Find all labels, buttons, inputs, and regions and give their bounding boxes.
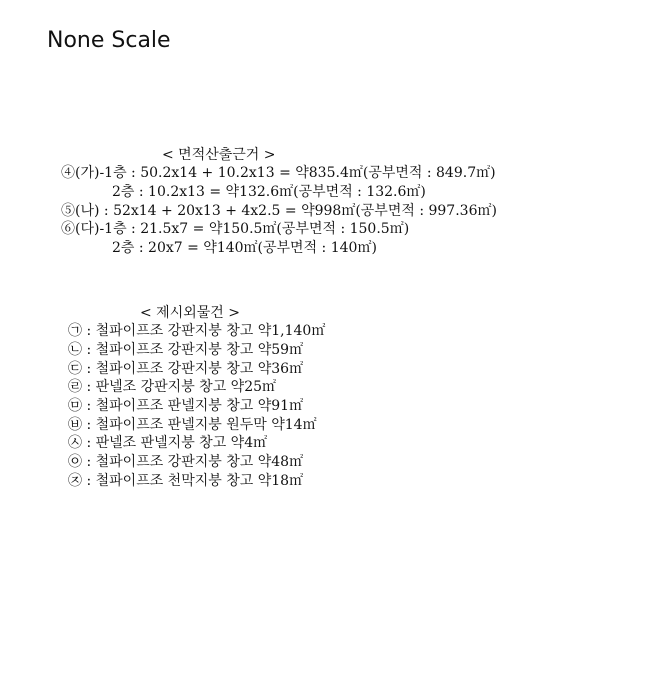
page-title: None Scale xyxy=(47,28,171,53)
area-calc-line: ④(가)-1층 : 50.2x14 + 10.2x13 = 약835.4㎡(공부면적 : 849.7㎡) xyxy=(61,165,496,181)
area-calc-line: 2층 : 10.2x13 = 약132.6㎡(공부면적 : 132.6㎡) xyxy=(112,184,426,200)
area-calc-heading: < 면적산출근거 > xyxy=(162,147,276,163)
area-calc-line: ⑥(다)-1층 : 21.5x7 = 약150.5㎡(공부면적 : 150.5㎡) xyxy=(61,221,410,237)
excluded-item: ㉣ : 판넬조 강판지붕 창고 약25㎡ xyxy=(68,379,277,395)
excluded-item: ㉨ : 철파이프조 천막지붕 창고 약18㎡ xyxy=(68,473,304,489)
area-calc-line: ⑤(나) : 52x14 + 20x13 + 4x2.5 = 약998㎡(공부면적 : 997.36㎡) xyxy=(61,203,497,219)
excluded-item: ㉧ : 철파이프조 강판지붕 창고 약48㎡ xyxy=(68,454,304,470)
excluded-item: ㉡ : 철파이프조 강판지붕 창고 약59㎡ xyxy=(68,342,304,358)
excluded-item: ㉤ : 철파이프조 판넬지붕 창고 약91㎡ xyxy=(68,398,304,414)
excluded-item: ㉢ : 철파이프조 강판지붕 창고 약36㎡ xyxy=(68,361,304,377)
excluded-item: ㉥ : 철파이프조 판넬지붕 원두막 약14㎡ xyxy=(68,417,317,433)
excluded-item: ㉦ : 판넬조 판넬지붕 창고 약4㎡ xyxy=(68,435,268,451)
area-calc-line: 2층 : 20x7 = 약140㎡(공부면적 : 140㎡) xyxy=(112,240,377,256)
excluded-items-heading: < 제시외물건 > xyxy=(140,305,240,321)
excluded-item: ㉠ : 철파이프조 강판지붕 창고 약1,140㎡ xyxy=(68,323,326,339)
